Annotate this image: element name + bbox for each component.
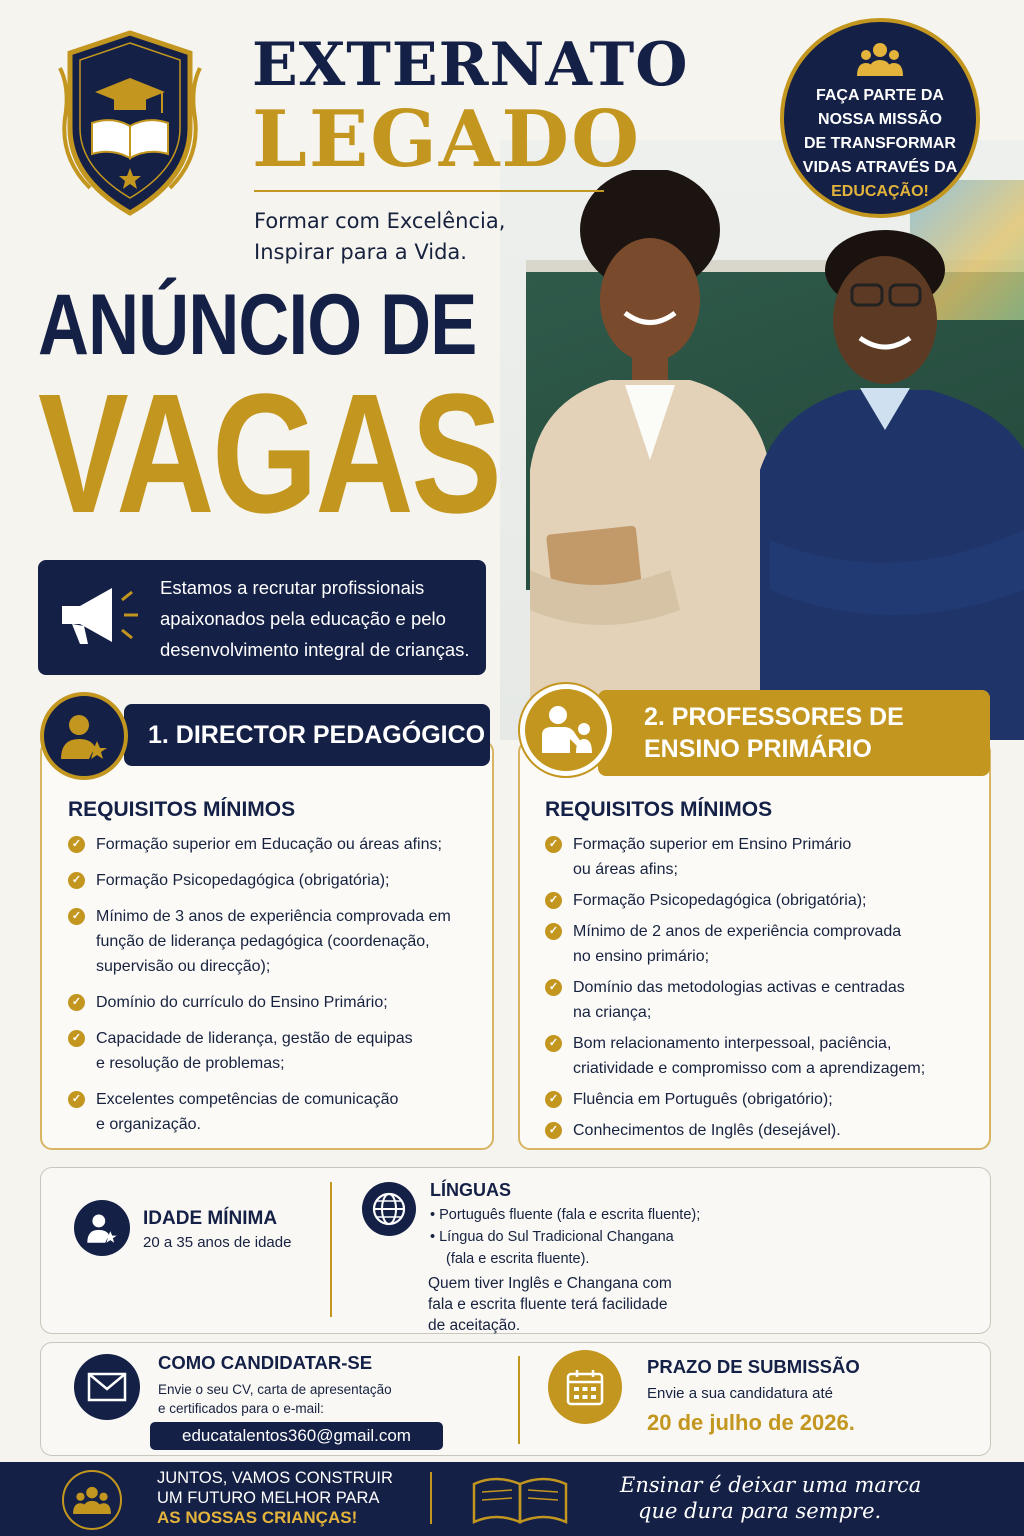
requirement-text-line: na criança; — [573, 1004, 652, 1021]
checkmark-icon: ✓ — [545, 1122, 562, 1139]
email-text[interactable]: educatalentos360@gmail.com — [182, 1426, 411, 1445]
badge-line2: NOSSA MISSÃO — [818, 111, 942, 128]
job1-requirements — [68, 832, 488, 1148]
requirement-item — [545, 832, 985, 882]
footer-slogan — [157, 1468, 393, 1528]
person-star-icon — [74, 1200, 130, 1256]
tagline-line1: Formar com Excelência, — [254, 209, 506, 233]
requirement-item — [68, 868, 488, 893]
envelope-icon — [74, 1354, 140, 1420]
quote-line1: Ensinar é deixar uma marca — [620, 1473, 922, 1497]
brand-name-line2: LEGADO — [252, 94, 642, 185]
hero-title-line1: ANÚNCIO DE — [38, 277, 477, 373]
badge-line4: VIDAS ATRAVÉS DA — [802, 159, 958, 176]
requirement-text-line: Domínio do currículo do Ensino Primário; — [96, 994, 388, 1011]
checkmark-icon: ✓ — [68, 908, 85, 925]
job-title-director — [124, 704, 490, 766]
requirement-text-line: Fluência em Português (obrigatório); — [573, 1091, 833, 1108]
badge-line1: FAÇA PARTE DA — [815, 87, 944, 104]
job2-req-title: REQUISITOS MÍNIMOS — [545, 798, 773, 821]
tagline-line2: Inspirar para a Vida. — [254, 240, 467, 264]
requirement-text-line: Conhecimentos de Inglês (desejável). — [573, 1122, 841, 1139]
requirement-text-line: Formação superior em Ensino Primário — [573, 836, 852, 853]
checkmark-icon: ✓ — [545, 1035, 562, 1052]
requirement-text-line: Formação superior em Educação ou áreas afins; — [96, 836, 442, 853]
teacher-child-icon — [520, 684, 612, 776]
language-item-1: • Português fluente (fala e escrita fluente); — [430, 1207, 701, 1223]
calendar-icon — [548, 1350, 622, 1424]
requirement-text-line: ou áreas afins; — [573, 861, 678, 878]
requirement-text-line: Capacidade de liderança, gestão de equipas — [96, 1030, 413, 1047]
requirement-item — [545, 888, 985, 913]
recruit-line2: apaixonados pela educação e pelo — [160, 608, 446, 629]
open-book-icon — [92, 120, 168, 158]
teacher-man-photo — [760, 210, 1024, 740]
requirement-item — [545, 1118, 985, 1143]
checkmark-icon: ✓ — [68, 836, 85, 853]
requirement-text-line: Domínio das metodologias activas e centradas — [573, 979, 905, 996]
requirement-item — [68, 1026, 488, 1076]
requirement-text-line: criatividade e compromisso com a aprendizagem; — [573, 1060, 926, 1077]
job2-requirements — [545, 832, 985, 1149]
checkmark-icon: ✓ — [545, 836, 562, 853]
requirement-text-line: e resolução de problemas; — [96, 1055, 285, 1072]
job-title-teachers-line2: ENSINO PRIMÁRIO — [644, 735, 872, 763]
badge-text — [803, 84, 957, 204]
deadline-text: Envie a sua candidatura até — [647, 1385, 833, 1402]
age-title: IDADE MÍNIMA — [143, 1208, 278, 1229]
globe-icon — [362, 1182, 416, 1236]
job-title-director-text: 1. DIRECTOR PEDAGÓGICO — [148, 720, 486, 749]
requirement-item — [68, 832, 488, 857]
deadline-date: 20 de julho de 2026. — [647, 1410, 855, 1435]
requirement-text-line: supervisão ou direcção); — [96, 958, 271, 975]
requirement-text-line: Formação Psicopedagógica (obrigatória); — [96, 872, 390, 889]
open-book-icon — [470, 1472, 570, 1526]
panel-divider — [330, 1182, 332, 1317]
group-icon — [62, 1470, 122, 1530]
requirement-item — [545, 919, 985, 969]
checkmark-icon: ✓ — [68, 994, 85, 1011]
requirement-item — [68, 990, 488, 1015]
recruit-text — [160, 572, 490, 665]
job-title-teachers-line1: 2. PROFESSORES DE — [644, 703, 904, 731]
checkmark-icon: ✓ — [545, 892, 562, 909]
brand-name-line1: EXTERNATO — [252, 30, 689, 100]
requirement-text-line: Mínimo de 2 anos de experiência comprovada — [573, 923, 902, 940]
language-item-2-line1: Língua do Sul Tradicional Changana — [439, 1229, 674, 1245]
requirement-item — [68, 1087, 488, 1137]
checkmark-icon: ✓ — [545, 923, 562, 940]
age-text: 20 a 35 anos de idade — [143, 1234, 292, 1251]
requirement-item — [68, 904, 488, 979]
email-link[interactable] — [150, 1422, 443, 1450]
note-line3: de aceitação. — [428, 1317, 521, 1334]
footer-line2: UM FUTURO MELHOR PARA — [157, 1489, 380, 1507]
checkmark-icon: ✓ — [68, 1091, 85, 1108]
checkmark-icon: ✓ — [68, 1030, 85, 1047]
requirement-text-line: Excelentes competências de comunicação — [96, 1091, 399, 1108]
language-item-2: • Língua do Sul Tradicional Changana — [430, 1229, 674, 1245]
hero-title-line2: VAGAS — [38, 359, 500, 549]
requirement-text-line: função de liderança pedagógica (coordenação, — [96, 933, 430, 950]
footer-line3: AS NOSSAS CRIANÇAS! — [157, 1508, 358, 1527]
brand-tagline — [254, 206, 505, 268]
requirement-text-line: Mínimo de 3 anos de experiência comprovada em — [96, 908, 451, 925]
checkmark-icon: ✓ — [68, 872, 85, 889]
megaphone-icon — [54, 580, 146, 650]
note-line2: fala e escrita fluente terá facilidade — [428, 1296, 668, 1313]
requirement-text-line: no ensino primário; — [573, 948, 710, 965]
mission-badge — [780, 18, 980, 218]
languages-list — [430, 1204, 760, 1270]
deadline-title: PRAZO DE SUBMISSÃO — [647, 1356, 860, 1377]
language-item-2-line2: (fala e escrita fluente). — [446, 1251, 590, 1267]
group-icon — [857, 42, 903, 76]
languages-note — [428, 1273, 728, 1336]
language-item-1-text: Português fluente (fala e escrita fluente); — [439, 1207, 701, 1223]
person-star-icon — [40, 692, 128, 780]
requirement-text-line: e organização. — [96, 1116, 201, 1133]
apply-text-line1: Envie o seu CV, carta de apresentação — [158, 1382, 392, 1397]
footer-divider — [430, 1472, 432, 1524]
requirement-item — [545, 1087, 985, 1112]
badge-line3: DE TRANSFORMAR — [803, 135, 956, 152]
requirement-item — [545, 975, 985, 1025]
requirement-text-line: Bom relacionamento interpessoal, paciência, — [573, 1035, 892, 1052]
requirement-item — [545, 1031, 985, 1081]
apply-text — [158, 1380, 392, 1418]
badge-highlight: EDUCAÇÃO! — [831, 183, 929, 200]
requirement-text-line: Formação Psicopedagógica (obrigatória); — [573, 892, 867, 909]
footer-line1: JUNTOS, VAMOS CONSTRUIR — [157, 1469, 393, 1487]
apply-title: COMO CANDIDATAR-SE — [158, 1352, 373, 1373]
apply-text-line2: e certificados para o e-mail: — [158, 1401, 324, 1416]
brand-divider — [254, 190, 604, 192]
checkmark-icon: ✓ — [545, 1091, 562, 1108]
note-line1: Quem tiver Inglês e Changana com — [428, 1275, 672, 1292]
job1-req-title: REQUISITOS MÍNIMOS — [68, 798, 296, 821]
recruit-line3: desenvolvimento integral de crianças. — [160, 639, 470, 660]
quote-line2: que dura para sempre. — [638, 1499, 882, 1523]
panel-divider-2 — [518, 1356, 520, 1444]
footer-quote — [620, 1472, 921, 1524]
checkmark-icon: ✓ — [545, 979, 562, 996]
recruit-line1: Estamos a recrutar profissionais — [160, 577, 425, 598]
job-title-teachers — [598, 690, 990, 776]
languages-title: LÍNGUAS — [430, 1180, 511, 1200]
school-logo-shield — [50, 28, 210, 218]
